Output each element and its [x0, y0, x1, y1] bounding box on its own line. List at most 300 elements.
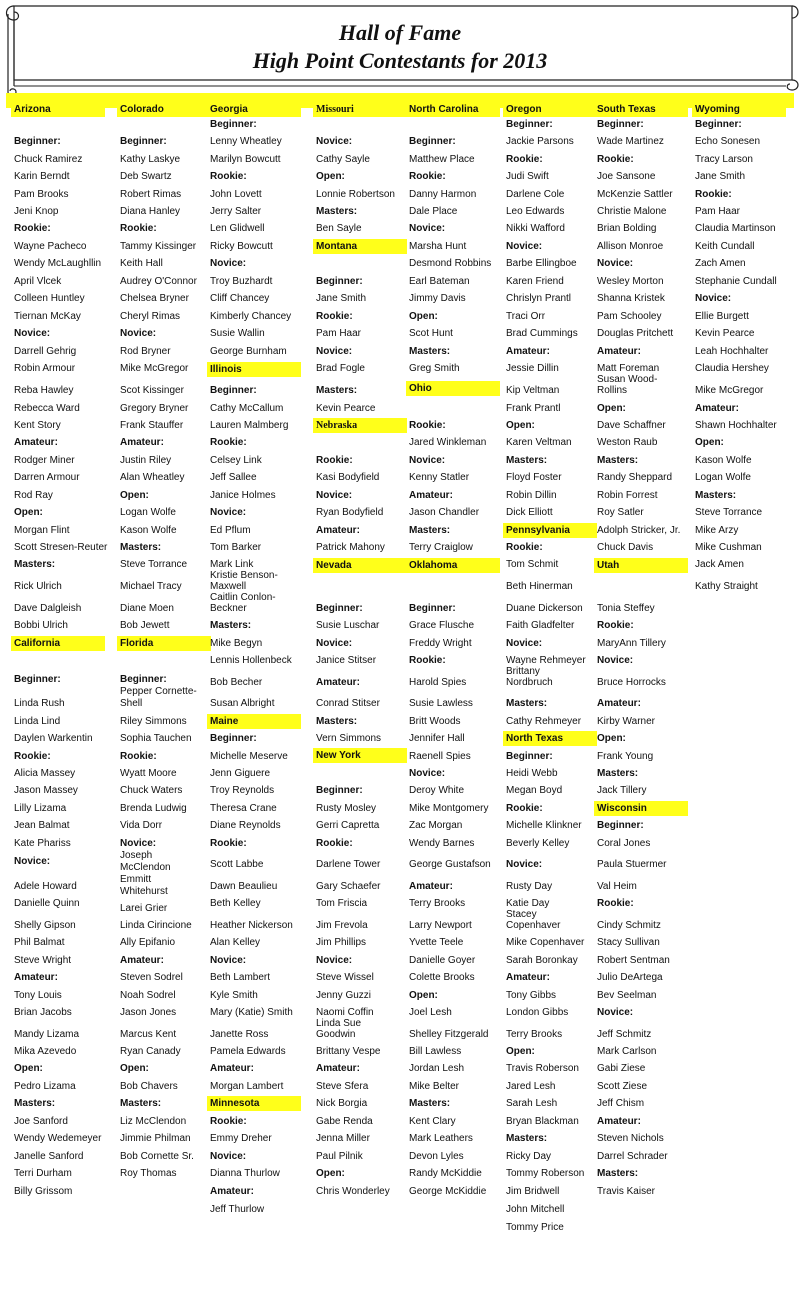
division-label: Open: — [409, 990, 438, 1001]
contestant-name: John Lovett — [210, 189, 262, 200]
contestant-name: Brian Bolding — [597, 223, 657, 234]
contestant-name: Dave Dalgleish — [14, 603, 82, 614]
contestant-name: Robert Rimas — [120, 189, 182, 200]
state-heading: Wyoming — [692, 102, 786, 117]
contestant-name: Pam Brooks — [14, 189, 69, 200]
contestant-name: Mike Belter — [409, 1081, 460, 1092]
contestant-name: Jim Frevola — [316, 920, 368, 931]
state-heading: Minnesota — [207, 1096, 301, 1111]
contestant-name: Karen Friend — [506, 276, 564, 287]
contestant-name: Mark Link — [210, 559, 254, 570]
contestant-name: Brenda Ludwig — [120, 803, 187, 814]
contestant-name: Beth Hinerman — [506, 581, 573, 592]
contestant-name: Dave Schaffner — [597, 420, 666, 431]
contestant-name: Chuck Waters — [120, 785, 183, 796]
contestant-name: Claudia Martinson — [695, 223, 776, 234]
contestant-name: Michelle Meserve — [210, 751, 288, 762]
contestant-name: Theresa Crane — [210, 803, 277, 814]
contestant-name: Linda Rush — [14, 698, 65, 709]
contestant-name: Marilyn Bowcutt — [210, 154, 281, 165]
contestant-name: Kevin Pearce — [316, 403, 376, 414]
contestant-name: Steve Sfera — [316, 1081, 369, 1092]
contestant-name: Jackie Parsons — [506, 136, 574, 147]
contestant-name: Allison Monroe — [597, 241, 664, 252]
division-label: Masters: — [210, 620, 252, 631]
contestant-name: Linda Cirincione — [120, 920, 192, 931]
contestant-name: Kent Story — [14, 420, 61, 431]
contestant-name: Jimmie Philman — [120, 1133, 191, 1144]
state-heading: Colorado — [117, 102, 211, 117]
contestant-name: Alan Kelley — [210, 937, 261, 948]
contestant-name: Caitlin Conlon- — [210, 592, 276, 603]
contestant-name: Mark Leathers — [409, 1133, 473, 1144]
contestant-name: Kathy Laskye — [120, 154, 181, 165]
contestant-name: Pedro Lizama — [14, 1081, 76, 1092]
contestant-name: Kasi Bodyfield — [316, 472, 380, 483]
contestant-name: Reba Hawley — [14, 385, 74, 396]
contestant-name: Raenell Spies — [409, 751, 471, 762]
contestant-name: Brad Cummings — [506, 328, 578, 339]
contestant-name: Heidi Webb — [506, 768, 558, 779]
contestant-name: Dawn Beaulieu — [210, 881, 278, 892]
contestant-name: Wayne Rehmeyer — [506, 655, 586, 666]
contestant-name: Michelle Klinkner — [506, 820, 582, 831]
contestant-name: Terry Brooks — [506, 1029, 563, 1040]
contestant-name: Maxwell — [210, 581, 247, 592]
division-label: Novice: — [120, 328, 157, 339]
division-label: Amateur: — [316, 525, 360, 536]
contestant-name: Wendy Wedemeyer — [14, 1133, 102, 1144]
division-label: Rookie: — [506, 542, 543, 553]
contestant-name: Jennifer Hall — [409, 733, 465, 744]
contestant-name: Karin Berndt — [14, 171, 70, 182]
division-label: Novice: — [316, 136, 353, 147]
division-label: Open: — [14, 507, 43, 518]
division-label: Masters: — [409, 1098, 451, 1109]
contestant-name: Kason Wolfe — [120, 525, 177, 536]
contestant-name: Joe Sanford — [14, 1116, 68, 1127]
contestant-name: Kent Clary — [409, 1116, 456, 1127]
contestant-name: Bruce Horrocks — [597, 677, 666, 688]
contestant-name: Mike Arzy — [695, 525, 739, 536]
contestant-name: Tom Barker — [210, 542, 262, 553]
division-label: Novice: — [316, 955, 353, 966]
contestant-name: Jack Tillery — [597, 785, 647, 796]
contestant-name: Coral Jones — [597, 838, 651, 849]
state-heading: Ohio — [406, 381, 500, 396]
division-label: Beginner: — [316, 785, 363, 796]
contestant-name: Bryan Blackman — [506, 1116, 579, 1127]
contestant-name: Larry Newport — [409, 920, 472, 931]
contestant-name: Colleen Huntley — [14, 293, 85, 304]
division-label: Amateur: — [506, 346, 550, 357]
contestant-name: Adolph Stricker, Jr. — [597, 525, 681, 536]
contestant-name: Travis Roberson — [506, 1063, 579, 1074]
contestant-name: Sarah Lesh — [506, 1098, 558, 1109]
contestant-name: Wayne Pacheco — [14, 241, 87, 252]
contestant-name: Diane Moen — [120, 603, 174, 614]
contestant-name: Gabe Renda — [316, 1116, 373, 1127]
contestant-name: Liz McClendon — [120, 1116, 187, 1127]
division-label: Amateur: — [120, 437, 164, 448]
contestant-name: Mike Copenhaver — [506, 937, 585, 948]
division-label: Amateur: — [316, 1063, 360, 1074]
contestant-name: Paula Stuermer — [597, 859, 667, 870]
state-heading: Montana — [313, 239, 407, 254]
contestant-name: Darlene Cole — [506, 189, 565, 200]
contestant-name: Jordan Lesh — [409, 1063, 465, 1074]
contestant-name: Alicia Massey — [14, 768, 76, 779]
division-label: Masters: — [14, 1098, 56, 1109]
contestant-name: Chrislyn Prantl — [506, 293, 572, 304]
division-label: Novice: — [695, 293, 732, 304]
contestant-name: Claudia Hershey — [695, 363, 769, 374]
contestant-name: Barbe Ellingboe — [506, 258, 577, 269]
division-label: Masters: — [316, 206, 358, 217]
contestant-name: London Gibbs — [506, 1007, 569, 1018]
contestant-name: Pamela Edwards — [210, 1046, 286, 1057]
division-label: Open: — [409, 311, 438, 322]
division-label: Novice: — [316, 346, 353, 357]
contestant-name: Steve Torrance — [120, 559, 188, 570]
division-label: Beginner: — [409, 603, 456, 614]
contestant-name: Freddy Wright — [409, 638, 472, 649]
contestant-name: Yvette Teele — [409, 937, 464, 948]
contestant-name: George Gustafson — [409, 859, 491, 870]
division-label: Rookie: — [316, 455, 353, 466]
contestant-name: Vern Simmons — [316, 733, 382, 744]
division-label: Open: — [506, 1046, 535, 1057]
division-label: Masters: — [120, 542, 162, 553]
contestant-name: Daylen Warkentin — [14, 733, 93, 744]
contestant-name: Lennis Hollenbeck — [210, 655, 292, 666]
division-label: Beginner: — [210, 385, 257, 396]
contestant-name: Darren Armour — [14, 472, 80, 483]
division-label: Amateur: — [14, 437, 58, 448]
contestant-name: Chris Wonderley — [316, 1186, 390, 1197]
contestant-name: Tracy Larson — [695, 154, 753, 165]
contestant-name: Bob Becher — [210, 677, 263, 688]
division-label: Novice: — [210, 1151, 247, 1162]
contestant-name: Gregory Bryner — [120, 403, 189, 414]
contestant-name: Noah Sodrel — [120, 990, 176, 1001]
contestant-name: Keith Hall — [120, 258, 163, 269]
contestant-name: Terry Craiglow — [409, 542, 473, 553]
contestant-name: Heather Nickerson — [210, 920, 293, 931]
contestant-name: Cathy McCallum — [210, 403, 284, 414]
contestant-name: Jane Smith — [316, 293, 367, 304]
contestant-name: Kathy Straight — [695, 581, 758, 592]
contestant-name: Janice Holmes — [210, 490, 276, 501]
contestant-name: Faith Gladfelter — [506, 620, 575, 631]
contestant-name: Celsey Link — [210, 455, 262, 466]
division-label: Novice: — [210, 258, 247, 269]
division-label: Amateur: — [210, 1186, 254, 1197]
contestant-columns — [0, 96, 800, 1306]
contestant-name: Ryan Bodyfield — [316, 507, 384, 518]
contestant-name: Linda Lind — [14, 716, 61, 727]
contestant-name: Danny Harmon — [409, 189, 477, 200]
contestant-name: Len Glidwell — [210, 223, 265, 234]
division-label: Open: — [120, 1063, 149, 1074]
contestant-name: Patrick Mahony — [316, 542, 385, 553]
division-label: Rookie: — [120, 223, 157, 234]
contestant-name: Beth Lambert — [210, 972, 271, 983]
division-label: Rookie: — [316, 838, 353, 849]
division-label: Novice: — [409, 223, 446, 234]
state-heading: New York — [313, 748, 407, 763]
state-heading: North Texas — [503, 731, 597, 746]
contestant-name: Pepper Cornette- — [120, 686, 197, 697]
division-label: Novice: — [120, 838, 157, 849]
contestant-name: Dianna Thurlow — [210, 1168, 280, 1179]
contestant-name: Marcus Kent — [120, 1029, 177, 1040]
contestant-name: Kimberly Chancey — [210, 311, 292, 322]
contestant-name: Frank Stauffer — [120, 420, 184, 431]
contestant-name: Scot Hunt — [409, 328, 453, 339]
division-label: Novice: — [14, 328, 51, 339]
contestant-name: Larei Grier — [120, 903, 168, 914]
contestant-name: Zach Amen — [695, 258, 746, 269]
contestant-name: Pam Haar — [695, 206, 741, 217]
division-label: Masters: — [506, 1133, 548, 1144]
contestant-name: Tommy Price — [506, 1222, 564, 1233]
contestant-name: Susie Wallin — [210, 328, 265, 339]
contestant-name: Bev Seelman — [597, 990, 657, 1001]
division-label: Amateur: — [210, 1063, 254, 1074]
contestant-name: Grace Flusche — [409, 620, 475, 631]
contestant-name: Rebecca Ward — [14, 403, 80, 414]
division-label: Rookie: — [409, 655, 446, 666]
contestant-name: George Burnham — [210, 346, 287, 357]
contestant-name: Greg Smith — [409, 363, 460, 374]
contestant-name: Susan Wood- — [597, 374, 658, 385]
state-heading: Maine — [207, 714, 301, 729]
contestant-name: Scott Labbe — [210, 859, 264, 870]
contestant-name: Rod Ray — [14, 490, 53, 501]
division-label: Beginner: — [597, 820, 644, 831]
contestant-name: April Vlcek — [14, 276, 62, 287]
page-subtitle: High Point Contestants for 2013 — [252, 48, 548, 73]
contestant-name: Mike McGregor — [695, 385, 764, 396]
contestant-name: Jeni Knop — [14, 206, 59, 217]
contestant-name: Danielle Quinn — [14, 898, 80, 909]
division-label: Rookie: — [409, 420, 446, 431]
contestant-name: Tommy Roberson — [506, 1168, 585, 1179]
division-label: Open: — [120, 490, 149, 501]
contestant-name: Rick Ulrich — [14, 581, 62, 592]
division-label: Amateur: — [695, 403, 739, 414]
contestant-name: Shelly Gipson — [14, 920, 76, 931]
state-heading: Missouri — [313, 102, 407, 117]
contestant-name: Susan Albright — [210, 698, 275, 709]
contestant-name: Ricky Bowcutt — [210, 241, 273, 252]
division-label: Novice: — [597, 655, 634, 666]
contestant-name: Wendy McLaughllin — [14, 258, 102, 269]
division-label: Rookie: — [695, 189, 732, 200]
state-heading: Oklahoma — [406, 558, 500, 573]
state-heading: Nevada — [313, 558, 407, 573]
division-label: Rookie: — [506, 803, 543, 814]
contestant-name: Randy McKiddie — [409, 1168, 482, 1179]
contestant-name: Rusty Mosley — [316, 803, 377, 814]
division-label: Rookie: — [597, 898, 634, 909]
state-heading: Pennsylvania — [503, 523, 597, 538]
contestant-name: Randy Sheppard — [597, 472, 673, 483]
contestant-name: Jean Balmat — [14, 820, 70, 831]
contestant-name: Mark Carlson — [597, 1046, 657, 1057]
contestant-name: Emmitt — [120, 874, 152, 885]
contestant-name: Stephanie Cundall — [695, 276, 777, 287]
division-label: Amateur: — [506, 972, 550, 983]
contestant-name: Jerry Salter — [210, 206, 262, 217]
division-label: Rookie: — [210, 838, 247, 849]
contestant-name: Gabi Ziese — [597, 1063, 646, 1074]
contestant-name: Stacey — [506, 909, 537, 920]
division-label: Beginner: — [316, 276, 363, 287]
division-label: Beginner: — [14, 136, 61, 147]
contestant-name: Riley Simmons — [120, 716, 187, 727]
division-label: Open: — [695, 437, 724, 448]
division-label: Open: — [597, 403, 626, 414]
contestant-name: Karen Veltman — [506, 437, 572, 448]
contestant-name: Terry Brooks — [409, 898, 466, 909]
contestant-name: Gary Schaefer — [316, 881, 381, 892]
contestant-name: Jenna Miller — [316, 1133, 370, 1144]
division-label: Amateur: — [597, 1116, 641, 1127]
contestant-name: Jim Phillips — [316, 937, 367, 948]
division-label: Rookie: — [597, 620, 634, 631]
division-label: Novice: — [210, 507, 247, 518]
contestant-name: Steven Sodrel — [120, 972, 183, 983]
contestant-name: Jason Jones — [120, 1007, 177, 1018]
division-label: Amateur: — [597, 698, 641, 709]
division-label: Rookie: — [597, 154, 634, 165]
contestant-name: Rodger Miner — [14, 455, 75, 466]
contestant-name: Mike Montgomery — [409, 803, 489, 814]
contestant-name: Cindy Schmitz — [597, 920, 661, 931]
contestant-name: Brian Jacobs — [14, 1007, 72, 1018]
contestant-name: Troy Reynolds — [210, 785, 275, 796]
contestant-name: Tom Friscia — [316, 898, 368, 909]
division-label: Rookie: — [210, 171, 247, 182]
contestant-name: Judi Swift — [506, 171, 549, 182]
division-label: Open: — [316, 171, 345, 182]
contestant-name: Douglas Pritchett — [597, 328, 674, 339]
division-label: Masters: — [409, 346, 451, 357]
contestant-name: Wade Martinez — [597, 136, 664, 147]
contestant-name: Kate Phariss — [14, 838, 71, 849]
contestant-name: Darrel Schrader — [597, 1151, 668, 1162]
contestant-name: Devon Lyles — [409, 1151, 464, 1162]
contestant-name: Roy Satler — [597, 507, 644, 518]
contestant-name: Steve Wright — [14, 955, 72, 966]
division-label: Novice: — [316, 638, 353, 649]
contestant-name: Britt Woods — [409, 716, 461, 727]
division-label: Open: — [597, 733, 626, 744]
contestant-name: Tonia Steffey — [597, 603, 655, 614]
contestant-name: Phil Balmat — [14, 937, 65, 948]
contestant-name: Scott Stresen-Reuter — [14, 542, 108, 553]
division-label: Masters: — [120, 1098, 162, 1109]
contestant-name: Frank Prantl — [506, 403, 561, 414]
division-label: Rookie: — [210, 1116, 247, 1127]
contestant-name: Bill Lawless — [409, 1046, 462, 1057]
contestant-name: Scott Ziese — [597, 1081, 648, 1092]
contestant-name: Susie Lawless — [409, 698, 473, 709]
contestant-name: Rollins — [597, 385, 628, 396]
contestant-name: MaryAnn Tillery — [597, 638, 666, 649]
contestant-name: Wendy Barnes — [409, 838, 475, 849]
contestant-name: Mike Begyn — [210, 638, 263, 649]
division-label: Novice: — [409, 455, 446, 466]
contestant-name: Travis Kaiser — [597, 1186, 655, 1197]
contestant-name: Wesley Morton — [597, 276, 664, 287]
contestant-name: Brittany — [506, 666, 540, 677]
contestant-name: Ricky Day — [506, 1151, 552, 1162]
state-heading: Utah — [594, 558, 688, 573]
contestant-name: Steve Torrance — [695, 507, 763, 518]
contestant-name: Jason Chandler — [409, 507, 480, 518]
contestant-name: Cathy Sayle — [316, 154, 370, 165]
division-label: Beginner: — [695, 119, 742, 130]
contestant-name: Jenn Giguere — [210, 768, 271, 779]
division-label: Open: — [506, 420, 535, 431]
contestant-name: Shawn Hochhalter — [695, 420, 777, 431]
division-label: Amateur: — [120, 955, 164, 966]
contestant-name: Leah Hochhalter — [695, 346, 769, 357]
contestant-name: Jenny Guzzi — [316, 990, 372, 1001]
contestant-name: Jessie Dillin — [506, 363, 559, 374]
division-label: Masters: — [597, 1168, 639, 1179]
division-label: Masters: — [506, 698, 548, 709]
contestant-name: Brad Fogle — [316, 363, 365, 374]
contestant-name: Whitehurst — [120, 886, 168, 897]
contestant-name: Rusty Day — [506, 881, 553, 892]
contestant-name: Jim Bridwell — [506, 1186, 560, 1197]
division-label: Amateur: — [316, 677, 360, 688]
contestant-name: Ben Sayle — [316, 223, 362, 234]
contestant-name: Deroy White — [409, 785, 465, 796]
contestant-name: Mary (Katie) Smith — [210, 1007, 293, 1018]
contestant-name: Joel Lesh — [409, 1007, 452, 1018]
contestant-name: Jared Lesh — [506, 1081, 556, 1092]
contestant-name: George McKiddie — [409, 1186, 487, 1197]
contestant-name: Kirby Warner — [597, 716, 655, 727]
division-label: Rookie: — [210, 437, 247, 448]
contestant-name: Joseph — [120, 850, 153, 861]
contestant-name: Jeff Thurlow — [210, 1204, 265, 1215]
contestant-name: Ally Epifanio — [120, 937, 176, 948]
contestant-name: Michael Tracy — [120, 581, 182, 592]
contestant-name: Beth Kelley — [210, 898, 261, 909]
contestant-name: Morgan Lambert — [210, 1081, 284, 1092]
contestant-name: Wyatt Moore — [120, 768, 177, 779]
contestant-name: Danielle Goyer — [409, 955, 476, 966]
contestant-name: Rod Bryner — [120, 346, 171, 357]
contestant-name: Echo Sonesen — [695, 136, 761, 147]
contestant-name: Terri Durham — [14, 1168, 72, 1179]
division-label: Beginner: — [120, 674, 167, 685]
contestant-name: Nick Borgia — [316, 1098, 368, 1109]
division-label: Novice: — [506, 241, 543, 252]
contestant-name: Kristie Benson- — [210, 570, 278, 581]
contestant-name: Floyd Foster — [506, 472, 562, 483]
state-heading: Nebraska — [313, 418, 407, 433]
contestant-name: Matt Foreman — [597, 363, 660, 374]
contestant-name: Stacy Sullivan — [597, 937, 660, 948]
contestant-name: Roy Thomas — [120, 1168, 177, 1179]
